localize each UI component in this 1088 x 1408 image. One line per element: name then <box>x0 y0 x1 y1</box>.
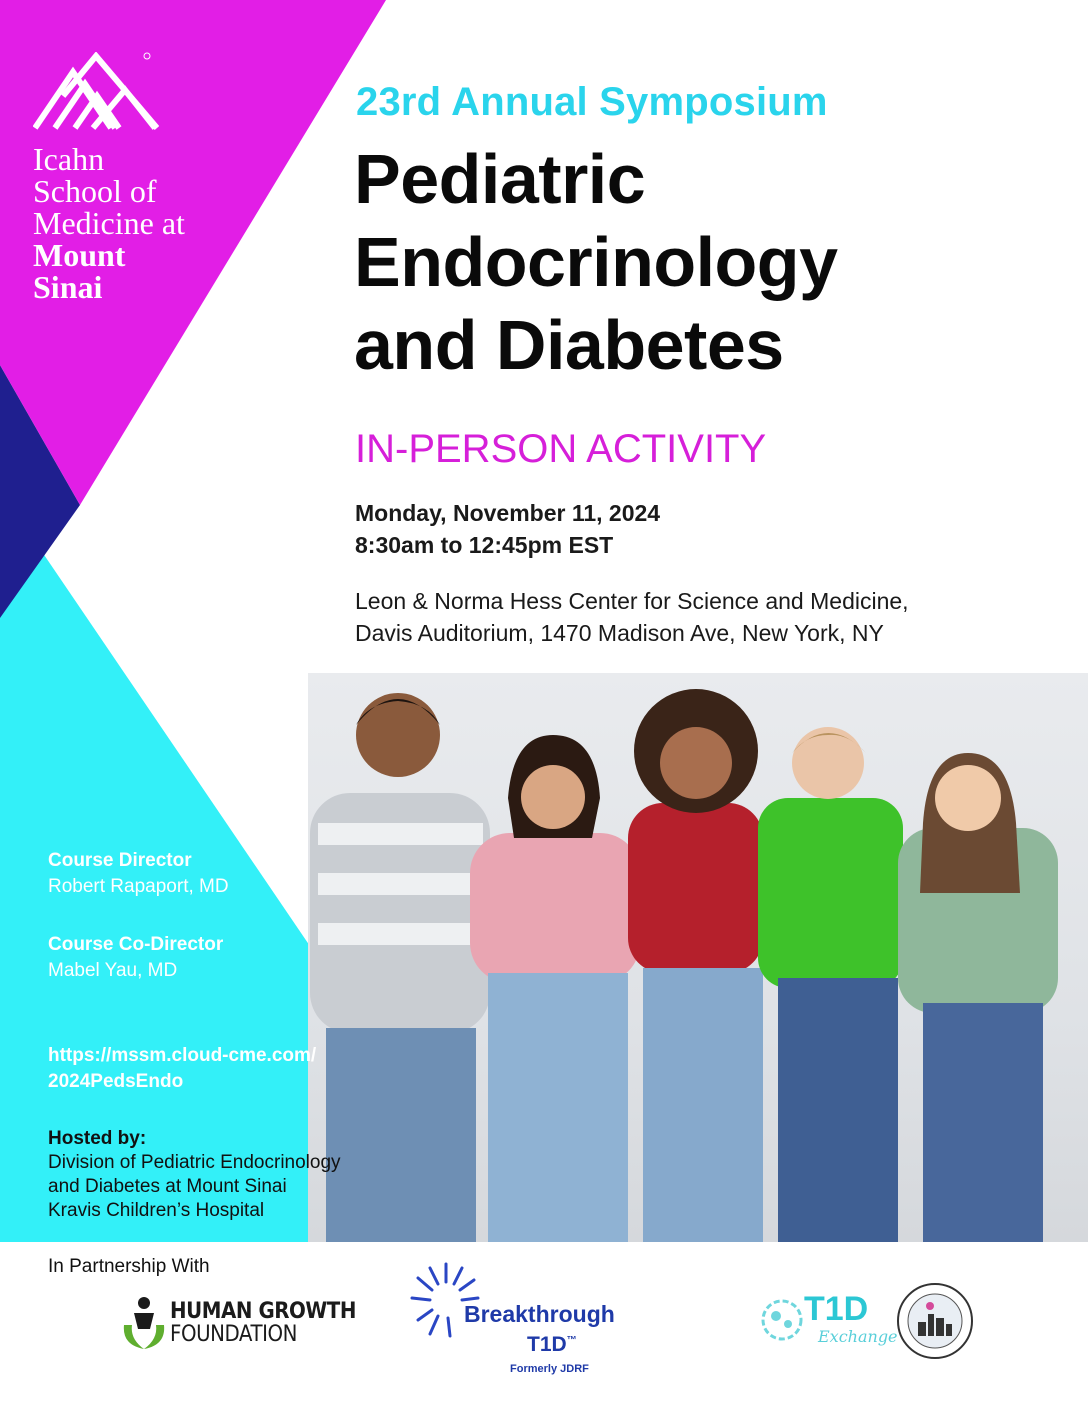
logo-line: Icahn <box>33 141 105 177</box>
child-figure <box>898 753 1058 1242</box>
ny-pediatric-society-seal-icon <box>896 1282 974 1360</box>
hosted-line: and Diabetes at Mount Sinai <box>48 1176 287 1197</box>
bt-t1d: T1D <box>527 1333 567 1356</box>
logo-line: Medicine at <box>33 205 185 241</box>
breakthrough-t1d-text <box>527 1333 577 1357</box>
course-director-name: Robert Rapaport, MD <box>48 876 229 897</box>
event-date: Monday, November 11, 2024 <box>355 500 661 526</box>
partnership-label: In Partnership With <box>48 1256 210 1277</box>
breakthrough-logo-text: Breakthrough <box>464 1301 615 1327</box>
hgf-line: HUMAN GROWTH <box>170 1299 356 1324</box>
event-venue <box>355 585 909 649</box>
hosted-line: Division of Pediatric Endocrinology <box>48 1152 341 1173</box>
hosted-line: Kravis Children’s Hospital <box>48 1200 265 1221</box>
human-growth-foundation-icon <box>120 1295 168 1351</box>
event-time: 8:30am to 12:45pm EST <box>355 532 614 558</box>
children-illustration <box>308 673 1088 1242</box>
url-line[interactable]: https://mssm.cloud-cme.com/ <box>48 1045 317 1066</box>
trademark-mark: ™ <box>566 1335 577 1346</box>
formerly-jdrf: Formerly JDRF <box>510 1363 589 1375</box>
t1d-exchange-circles-icon <box>760 1298 804 1342</box>
activity-type: IN-PERSON ACTIVITY <box>355 427 767 471</box>
course-codirector-name: Mabel Yau, MD <box>48 960 178 981</box>
course-director-block <box>48 848 229 900</box>
child-figure <box>470 735 640 1242</box>
mount-sinai-peaks-icon <box>33 52 159 130</box>
logo-line: School of <box>33 173 157 209</box>
hosted-by-block <box>48 1127 341 1223</box>
course-codirector-label: Course Co-Director <box>48 934 224 955</box>
title-line: Endocrinology <box>354 223 838 301</box>
hgf-logo-text <box>170 1300 356 1346</box>
logo-line: Sinai <box>33 269 103 305</box>
page-title <box>354 138 838 387</box>
hgf-line: FOUNDATION <box>170 1322 298 1347</box>
institution-name <box>33 143 185 303</box>
t1d-exchange-logo-text: T1D <box>804 1290 869 1328</box>
url-line[interactable]: 2024PedsEndo <box>48 1071 184 1092</box>
course-codirector-block <box>48 932 223 984</box>
venue-line: Leon & Norma Hess Center for Science and Medicine, <box>355 588 909 614</box>
hosted-label: Hosted by: <box>48 1128 147 1149</box>
children-photo <box>308 673 1088 1242</box>
t1d-exchange-sub: Exchange <box>818 1327 898 1346</box>
child-figure <box>758 727 903 1242</box>
registration-link[interactable] <box>48 1043 316 1095</box>
title-line: and Diabetes <box>354 306 784 384</box>
venue-line: Davis Auditorium, 1470 Madison Ave, New York, NY <box>355 620 884 646</box>
title-line: Pediatric <box>354 140 646 218</box>
child-figure <box>628 689 763 1242</box>
event-datetime <box>355 497 660 561</box>
symposium-kicker: 23rd Annual Symposium <box>356 80 828 124</box>
course-director-label: Course Director <box>48 850 192 871</box>
logo-line: Mount <box>33 237 126 273</box>
